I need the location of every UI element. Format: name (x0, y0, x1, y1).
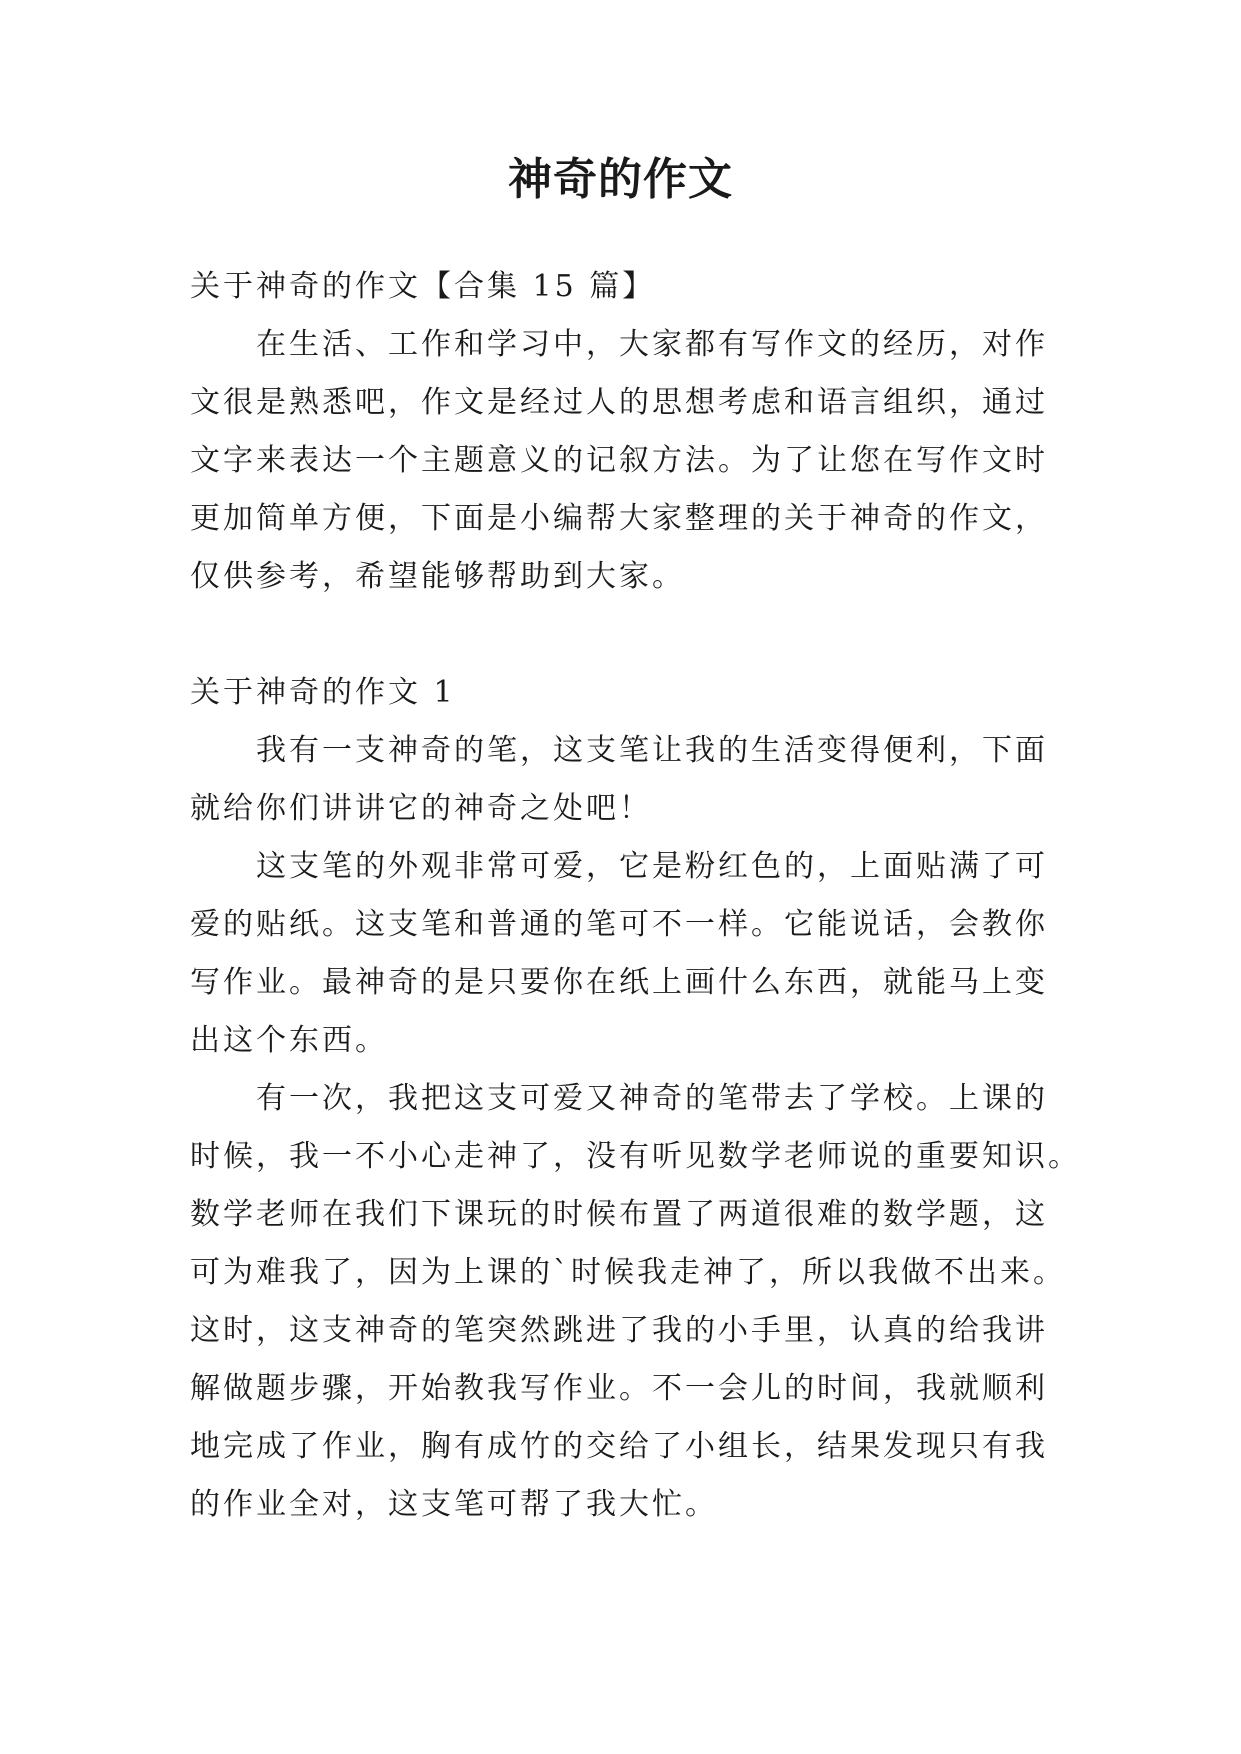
intro-line: 在生活、工作和学习中，大家都有写作文的经历，对作 (190, 327, 1048, 362)
essay-line: 我有一支神奇的笔，这支笔让我的生活变得便利，下面 (190, 733, 1048, 768)
intro-line: 更加简单方便，下面是小编帮大家整理的关于神奇的作文， (190, 501, 1048, 536)
collection-heading: 关于神奇的作文【合集 15 篇】 (190, 269, 656, 304)
essay-line: 就给你们讲讲它的神奇之处吧！ (190, 791, 652, 826)
document-title: 神奇的作文 (508, 154, 733, 205)
essay-line: 这时，这支神奇的笔突然跳进了我的小手里，认真的给我讲 (190, 1313, 1048, 1348)
essay-line: 的作业全对，这支笔可帮了我大忙。 (190, 1487, 718, 1522)
section-spacer (190, 606, 1060, 664)
essay-line: 写作业。最神奇的是只要你在纸上画什么东西，就能马上变 (190, 965, 1048, 1000)
essay-line: 时候，我一不小心走神了，没有听见数学老师说的重要知识。 (190, 1139, 1081, 1174)
document-body (190, 258, 1081, 1534)
essay-line: 解做题步骤，开始教我写作业。不一会儿的时间，我就顺利 (190, 1371, 1048, 1406)
essay-line: 有一次，我把这支可爱又神奇的笔带去了学校。上课的 (190, 1081, 1048, 1116)
intro-line: 文字来表达一个主题意义的记叙方法。为了让您在写作文时 (190, 443, 1048, 478)
essay-line: 出这个东西。 (190, 1023, 388, 1058)
essay-line: 爱的贴纸。这支笔和普通的笔可不一样。它能说话，会教你 (190, 907, 1048, 942)
essay-line: 可为难我了，因为上课的`时候我走神了，所以我做不出来。 (190, 1255, 1066, 1290)
intro-line: 仅供参考，希望能够帮助到大家。 (190, 559, 685, 594)
essay-line: 地完成了作业，胸有成竹的交给了小组长，结果发现只有我 (190, 1429, 1048, 1464)
intro-line: 文很是熟悉吧，作文是经过人的思想考虑和语言组织，通过 (190, 385, 1048, 420)
essay-heading: 关于神奇的作文 1 (190, 675, 456, 710)
essay-line: 这支笔的外观非常可爱，它是粉红色的，上面贴满了可 (190, 849, 1048, 884)
essay-line: 数学老师在我们下课玩的时候布置了两道很难的数学题，这 (190, 1197, 1048, 1232)
